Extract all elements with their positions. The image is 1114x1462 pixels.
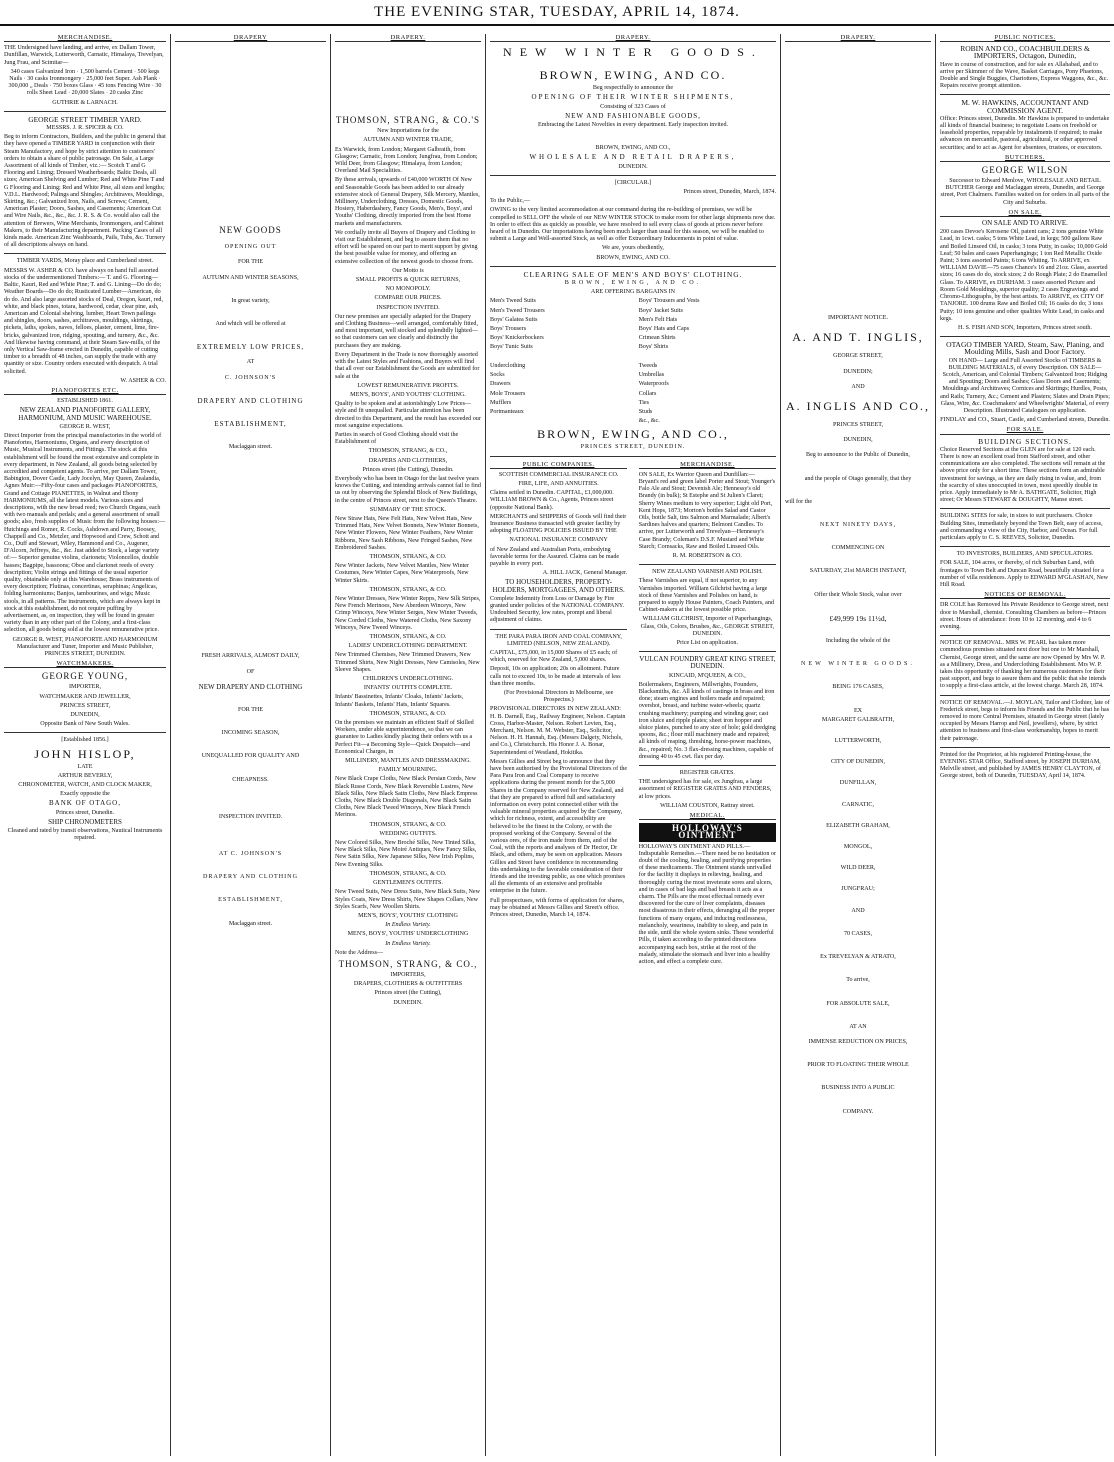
vulcan-title: VULCAN FOUNDRY GREAT KING STREET, DUNEDIN.: [639, 655, 776, 671]
asher-title: TIMBER YARDS, Moray place and Cumberland street.: [16, 258, 154, 265]
divider: [940, 336, 1110, 337]
thomson-p: Every Department in the Trade is now thoroughly assorted with the Latest Styles and Fashions, and Buyers will find that all over our Establishment the Goods are submitted for sale at the: [335, 351, 480, 380]
hislop-established: [Established 1856.]: [61, 737, 109, 744]
section-header-merchandise: MERCHANDISE.: [4, 34, 166, 42]
clearing-list-item: Boys' Tunic Suits: [490, 344, 533, 351]
divider: [490, 456, 776, 457]
thomson-p: Quality to be spoken and at astonishingly Low Prices—style and fit unequalled. Particular attention has been directed to this Department, and the result has exceeded our most sanguine expectations.: [335, 401, 481, 429]
spicer-title: GEORGE STREET TIMBER YARD.: [28, 114, 142, 124]
inglis-line: PRINCES STREET,: [833, 422, 883, 429]
insurance-company: NATIONAL INSURANCE COMPANY: [509, 537, 608, 544]
varnish-title: NEW ZEALAND VARNISH AND POLISH.: [652, 569, 763, 576]
inglis-line: AT AN: [849, 1023, 867, 1030]
johnson-line: FOR THE: [237, 259, 264, 266]
thomson-p: New Winter Dresses, New Winter Repps, New Silk Stripes, New French Merinoes, New Aberdeen Winceys, New Crimp Winceys, New Winter Serges, New Winter Tweeds, New Corded Cloths, New Watered Cloths, New Saxony Winceys, New Tweed Winceys.: [335, 595, 481, 631]
clearing-list-item: Boys' Shirts: [638, 344, 669, 351]
section-header-watchmakers: WATCHMAKERS.: [4, 660, 166, 668]
parapara-title: THE PARA PARA IRON AND COAL COMPANY, LIMITED (NELSON, NEW ZEALAND).: [495, 633, 622, 647]
west-sign: GEORGE R. WEST, PIANOFORTE AND HARMONIUM Manufacturer and Tuner, Importer and Music Publisher, PRINCES STREET, DUNEDIN.: [12, 636, 158, 658]
inglis-line: Offer their Whole Stock, value over: [814, 591, 902, 598]
clearing-lists: [490, 298, 776, 427]
clearing-list-item: Portmanteaux: [490, 408, 524, 415]
johnson-line: FRESH ARRIVALS, ALMOST DAILY,: [201, 653, 300, 660]
hislop-line: BANK OF OTAGO,: [49, 799, 121, 808]
circular-body: OWING to the very limited accommodation at our command during the re-building of premises, we will be compelled to SELL OFF the whole of our NEW WINTER STOCK to make room for other large shipments now due. In order to effect this as quickly as possible, we have resolved to sell every class of goods at prices never before heard of in Dunedin. Our importations having been much larger than usual for this season, we will be enabled to submit a Large and Well-assorted Stock, as well as offer Extraordinary Inducements in point of value.: [490, 207, 776, 243]
brown-ewing-line: BROWN, EWING, AND CO.: [539, 68, 727, 83]
otago-timber-sign: FINDLAY and CO., Stuart, Castle, and Cumberland streets, Dunedin.: [940, 417, 1110, 424]
imprint: Printed for the Proprietor, at his registered Printing-house, the EVENING STAR Office, Stafford street, by JOSEPH DURHAM, Melville street, and published by JAMES HENRY CLAYTON, of George street, both of Dunedin, TUESDAY, April 14, 1874.: [940, 751, 1101, 780]
section-header-public-companies: PUBLIC COMPANIES.: [490, 461, 627, 469]
inglis-line: NEW WINTER GOODS.: [801, 661, 915, 668]
divider: [639, 765, 776, 766]
section-header-on-sale: ON SALE.: [940, 209, 1110, 217]
parapara-text: (For Provisional Directors in Melbourne, see Prospectus.): [503, 690, 614, 704]
circular-label: [CIRCULAR.]: [614, 179, 652, 186]
johnson-line: INSPECTION INVITED.: [218, 813, 283, 820]
hislop-line: Cleaned and rated by transit observations, Nautical Instruments repaired.: [7, 828, 163, 842]
thomson-heading: MILLINERY, MANTLES AND DRESSMAKING.: [345, 758, 471, 765]
investors-title: TO INVESTORS, BUILDERS, AND SPECULATORS.: [956, 551, 1094, 558]
brown-ewing-line: Beg respectfully to announce the: [592, 85, 674, 92]
thomson-p: Ex Warwick, from London; Margaret Galbraith, from Glasgow; Carnatic, from London; Jungfrau, from London; Wild Deer, from Glasgow; Himalaya, from London; Overland Mail Specialities.: [335, 146, 478, 175]
inglis-line: IMMENSE REDUCTION ON PRICES,: [808, 1038, 908, 1045]
inglis-line: AND: [851, 907, 865, 914]
grates-title: REGISTER GRATES.: [679, 770, 735, 777]
holloway-text: HOLLOWAY'S OINTMENT AND PILLS.—Indisputable Remedies.—There need be no hesitation or doubt of the cooling, healing, and purifying properties of these medicaments. The Ointment stands unrivalled for the facility it displays in relieving, healing, and thoroughly curing the most inveterate sores and ulcers, and in cases of bad legs and bad breasts it acts as a charm. The Pills are the most effectual remedy ever discovered for the cure of liver complaints, diseases most disastrous in their effects, deranging all the proper functions of many organs, and inducing restlessness, melancholy, weariness, inability to sleep, and pain in the side, until the whole system sinks. These wonderful Pills, if taken according to the printed directions accompanying each box, strike at the root of the malady, stimulate the stomach and liver into a healthy action, and effect a complete cure.: [638, 843, 776, 965]
clearing-list-item: Boys' Jacket Suits: [638, 307, 683, 314]
divider: [639, 564, 776, 565]
thomson-heading: MEN'S, BOYS', YOUTHS' UNDERCLOTHING: [347, 931, 469, 938]
thomson-sign: THOMSON, STRANG, & CO.: [369, 710, 447, 717]
clearing-list-item: Waterproofs: [638, 381, 669, 388]
lower-split: [490, 461, 776, 969]
johnson-line: UNEQUALLED FOR QUALITY AND: [201, 753, 300, 760]
divider: [940, 546, 1110, 547]
public-companies-col: [490, 461, 627, 969]
inglis-line: and the people of Otago generally, that they: [804, 475, 912, 482]
spicer-sub: MESSRS. J. R. SPICER & CO.: [46, 125, 124, 132]
robin-text: Have in course of construction, and for sale ex Allahabad, and to arrive per Skimmer of the Wave, Basket Carriages, Pony Phaetons, Double and Single Buggies, Chariottees, Express Waggons, &c., &c. Repairs receive prompt attention.: [940, 61, 1108, 90]
hislop-line: ARTHUR BEVERLY,: [57, 772, 113, 779]
thomson-motto: COMPARE OUR PRICES.: [374, 295, 442, 302]
circular-sign: BROWN, EWING, AND CO.: [596, 254, 670, 261]
thomson-sign: THOMSON, STRANG, & CO.: [369, 553, 447, 560]
brown-ewing-line: NEW WINTER GOODS.: [503, 45, 763, 60]
vulcan-text: Boilermakers, Engineers, Millwrights, Founders, Blacksmiths, &c. All kinds of castings in brass and iron done; steam engines and boilers made and repaired; overshot, breast, and turbine water-wheels; quartz crushing machinery; pumping and winding gear; cast iron sluice and ripple plates; sheet iron hopper and sluice plates, punched to any size of hole; gold dredging spoons, &c.; flour mill machinery made and repaired; all kinds of reaping, threshing, horse-power machines, &c., repaired; No. 3 flax-dressing machines, capable of dressing 40 to 45 cwt. flax per day.: [638, 681, 776, 760]
thomson-heading: INFANTS' OUTFITS COMPLETE.: [363, 685, 453, 692]
inglis-ship-name: WILD DEER,: [840, 865, 876, 872]
clearing-list-item: Mole Trousers: [490, 390, 526, 397]
section-header-removal: NOTICES OF REMOVAL.: [940, 591, 1110, 599]
johnson-line: FOR THE: [237, 707, 264, 714]
thomson-p: Everybody who has been in Otago for the last twelve years knows the Cutting, and intending arrivals cannot fail to find us out by observing the Splendid Block of New Buildings, in the centre of Princes street, next to the Queen's Theatre.: [335, 475, 481, 504]
fish-title: ON SALE AND TO ARRIVE.: [982, 219, 1068, 228]
young-line: PRINCES STREET,: [60, 702, 110, 709]
section-header-butchers: BUTCHERS.: [940, 154, 1110, 162]
clearing-list-item: [639, 354, 776, 361]
section-header-drapery: DRAPERY: [175, 34, 326, 42]
guthrie-sign: GUTHRIE & LARNACH.: [52, 99, 118, 106]
inglis-line: Ex TREVELYAN & ATRATO,: [820, 954, 896, 961]
divider: [639, 651, 776, 652]
brown-ewing-line: Embracing the Latest Novelties in every department. Early inspection invited.: [537, 122, 729, 129]
thomson-p: DRAPERS AND CLOTHIERS,: [368, 457, 448, 464]
hislop-line: Exactly opposite the: [60, 791, 110, 798]
inglis-line: will for the: [785, 498, 813, 505]
young-line: WATCHMAKER AND JEWELLER,: [39, 693, 131, 700]
johnson-line: AT C. JOHNSON'S: [218, 851, 283, 858]
thomson-heading: MEN'S, BOYS', YOUTHS' CLOTHING: [358, 912, 458, 919]
clearing-list-item: Men's Tweed Trousers: [490, 307, 545, 314]
inglis-firm: A. AND T. INGLIS,: [792, 330, 924, 345]
inglis-line: NEXT NINETY DAYS,: [819, 522, 897, 529]
divider: [940, 747, 1110, 748]
divider: [940, 508, 1110, 509]
inglis-line: PRIOR TO FLOATING THEIR WHOLE: [807, 1062, 909, 1069]
brown-ewing-line: DUNEDIN.: [618, 163, 648, 170]
parapara-text: CAPITAL, £75,000, in 15,000 Shares of £5 each; of which, reserved for New Zealand, 5,000 shares.: [490, 649, 618, 664]
investors-text: FOR SALE, 104 acres, or thereby, of rich Suburban Land, with frontages to Town Belt and Duncan Road, beautifully situated for a number of villa residences. Apply to EDWARD M'GLASHAN, New Hill Road.: [940, 560, 1108, 588]
divider: [940, 94, 1110, 95]
thomson-p: LOWEST REMUNERATIVE PROFITS.: [357, 382, 459, 389]
thomson-note: Note the Address—: [335, 949, 384, 956]
clearing-sign: BROWN, EWING, AND CO.,: [537, 427, 729, 442]
johnson-line: C. JOHNSON'S: [224, 374, 277, 381]
hislop-line: LATE: [77, 763, 93, 770]
thomson-p: In Endless Variety.: [385, 922, 431, 929]
thomson-p: By these arrivals, upwards of £40,000 WORTH Of New and Seasonable Goods has been added to our already extensive stock of General Drapery, Silk Mercery, Mantles, Millinery, Underclothing, Dresses, Domestic Goods, Hosiery, Haberdashery, Fancy Goods, Men's, Boys', and Youths' Clothing, directly imported from the best Home markets and manufacturers.: [335, 177, 480, 227]
thomson-motto: NO MONOPOLY.: [385, 286, 431, 293]
circular-salutation: To the Public,—: [490, 198, 531, 205]
hislop-name: JOHN HISLOP,: [34, 746, 136, 761]
inglis-line: 70 CASES,: [843, 930, 873, 937]
insurance-text: Complete Indemnity from Loss or Damage by Fire granted under policies of the NATIONAL COMPANY. Undoubted Security, low rates, prompt and liberal adjustment of claims.: [490, 595, 624, 624]
section-header-drapery: DRAPERY.: [490, 34, 776, 42]
johnson-line: EXTREMELY LOW PRICES,: [196, 343, 305, 352]
section-header-drapery: DRAPERY.: [335, 34, 481, 42]
varnish-list: Price List on application.: [676, 639, 738, 646]
thomson-p: New Tweed Suits, New Dress Suits, New Black Suits, New Styles Coats, New Dress Shirts, New Shapes Collars, New Styles Scarfs, New Woollen Shirts.: [335, 889, 481, 910]
clearing-list-item: Crimean Shirts: [638, 335, 676, 342]
inglis-ship-name: JUNGFRAU;: [841, 886, 875, 893]
robertson-ad: ON SALE, Ex Warrior Queen and Dunfillan:— Bryant's red and green label Porter and Stout; Younger's Falo Ale and Stout; Devenish Ale; Hennessy's old Brandy (in bulk); St Estephe and St Julien's Claret; Sherry Wines medium to very superior; Light old Port, Kent Hops, 1873; Morton's bottles Salad and Castor Oils, bottle Salt, tins Salmon and Marmalade; Albert's Sardines halves and quarters; Belmont Candles. To arrive, per Lutterworth and Trevelyan—Hennessy's Case Brandy; Coleman's D.S.F. Mustard and White Starch; Cornsacks, Raw and Boiled Linseed Oils.: [638, 471, 776, 550]
inglis-line: To arrive,: [846, 977, 870, 984]
hislop-line: Princes street, Dunedin.: [55, 809, 115, 816]
parapara-text: Full prospectuses, with forms of application for shares, may be obtained at Messrs Gillies and Street's office. Princes street, Dunedin, March 14, 1874.: [490, 897, 625, 919]
thomson-p: Parties in search of Good Clothing should visit the Establishment of: [335, 431, 459, 446]
clearing-list-item: Socks: [490, 372, 505, 379]
inglis-ship-name: DUNFILLAN,: [839, 780, 877, 787]
inglis-ship-name: LUTTERWORTH,: [834, 738, 882, 745]
clearing-list-item: Men's Felt Hats: [638, 316, 678, 323]
column-merchandise: [0, 34, 170, 1456]
johnson-line: CHEAPNESS.: [232, 776, 269, 783]
clearing-list-item: Mufflers: [490, 399, 512, 406]
johnson-line: INCOMING SEASON,: [221, 730, 280, 737]
brown-ewing-line: Consisting of 323 Cases of: [600, 103, 666, 110]
section-header-drapery: DRAPERY.: [785, 34, 931, 42]
clearing-firm: BROWN, EWING, AND CO.: [564, 280, 702, 287]
section-header-pianofortes: PIANOFORTES ETC.: [4, 387, 166, 395]
parapara-text: Deposit, 10s on application; 20s on allotment. Future calls not to exceed 10s, to be made at intervals of less than three months.: [490, 666, 621, 687]
clearing-list-item: Boys' Galatea Suits: [490, 316, 538, 323]
thomson-p: New Trimmed Chemises, New Trimmed Drawers, New Trimmed Shirts, New Night Dresses, New Camisoles, New Sleeve Shapes.: [335, 652, 480, 673]
inglis-firm: A. INGLIS AND CO.,: [786, 399, 930, 414]
asher-sign: W. ASHER & CO.: [120, 377, 166, 384]
clearing-title: CLEARING SALE OF MEN'S AND BOYS' CLOTHING.: [523, 269, 743, 279]
west-name: GEORGE R. WEST,: [59, 423, 111, 430]
hawkins-text: Office: Princes street, Dunedin. Mr Hawkins is prepared to undertake all kinds of financial business; to negotiate Loans on freehold or leasehold properties, repayable by instalments if required; to make advances on mercantile, pastoral, agricultural, or other approved securities; and to act as Agent for absentees, trustees, or executors.: [940, 115, 1110, 151]
vulcan-firm: KINCAID, M'QUEEN, & CO.,: [668, 672, 746, 679]
thomson-heading: GENTLEMEN'S OUTFITS.: [373, 880, 443, 887]
clearing-list-item: Men's Tweed Suits: [490, 298, 536, 305]
brown-ewing-line: BROWN, EWING, AND CO.,: [595, 145, 671, 152]
thomson-season: AUTUMN AND WINTER TRADE,: [363, 137, 453, 144]
clearing-list-item: Collars: [638, 390, 657, 397]
thomson-p: IMPORTERS,: [390, 971, 426, 978]
johnson-line: And which will be offered at: [215, 321, 286, 328]
fish-sign: H. S. FISH AND SON, Importers, Princes street south.: [958, 324, 1092, 331]
inglis-ship-name: MARGARET GALBRAITH,: [821, 716, 895, 723]
thomson-p: Princes street (the Cutting),: [374, 990, 442, 997]
thomson-title: THOMSON, STRANG, & CO.'S: [335, 115, 481, 126]
thomson-p: In Endless Variety.: [385, 940, 431, 947]
removal-notice: NOTICE OF REMOVAL. MRS W. PEARL has taken more commodious premises situated next door but one to Mr Marshall, Chemist, George street, and the same are now Opened by Mrs W. P. as a Millinery, Dress, and Underclothing Establishment. Mrs W. P. takes this opportunity of thanking her numerous customers for their past support, and begs to assure them and the public that she intends to supply a first-class article, at the lowest charge. March 28, 1874.: [940, 640, 1107, 690]
clearing-list-b: [639, 298, 776, 427]
varnish-sign: WILLIAM GILCHRIST, Importer of Paperhangings, Glass, Oils, Colors, Brushes, &c., GEORGE STREET, DUNEDIN.: [640, 616, 775, 637]
west-body: Direct Importer from the principal manufactories in the world of Pianofortes, Harmoniums, Organs, and every description of Music, Musical Instruments, and Fittings. The stock at this establishment will be found the most extensive and complete in every department, in New Zealand, all goods being selected by accredited and competent agents. To arrive, per Dallam Tower, Babington, Dover Castle, Lady Jocelyn, May Queen, Zealandia, Agnes Muir:—Fifty-four cases and packages PIANOFORTES, Grand and Cottage PIANETTES, in Walnut and Ebony HARMONIUMS, all the latest models. Various sizes and descriptions, with the new broad reed; two Church Organs, each with two manuals and pedals; and a general assortment of small goods; also, fresh supplies of Music from the following houses:—Hutchings and Romer, R. Cocks, Ashdown and Parry, Boosey, Chappell and Co., Metzler, and Hopwood and Crew, Schott and Co., Duff and Stewart, Wiley, Hammond and Co., Augener, D'Alcorn, Jeffreys, &c., &c. Just added to Stock, a large variety of:— Superior genuine violins, clarionets; Violoncellos, double basses; Bagpipe, bassoons; Oboe and clarionet reeds of every description; Violin strings and fittings of the usual superior quality, obtainable only at this Warehouse; Brass instruments of every description; Flutinas, concertinas, seraphinas; Angelicas, folding harmoniums; Banjos, tambourines, and wigs; Music stools, in all patterns. The instruments, which are always kept in stock at this establishment, do not require puffing by advertisement, as, on inspection, they will be found in greater variety than in any other part of the Colony, and a first-class selection, all goods being sold at the lowest remunerative price.: [4, 432, 166, 634]
inglis-line: IMPORTANT NOTICE.: [828, 315, 888, 322]
grates-text: THE undersigned has for sale, ex Jungfrau, a large assortment of REGISTER GRATES AND FENDERS, at low prices.: [638, 779, 772, 800]
removal-notice: NOTICE OF REMOVAL.—J. MOYLAN, Tailor and Clothier, late of Frederick street, begs to inform his Friends and the Public that he has removed to more Central Premises, situated in George street (lately occupied by Messrs Harrop and Neil, jewellers), where, by strict attention to business and first-class workmanship, hopes to merit their patronage.: [940, 699, 1110, 742]
inglis-ship-name: CARNATIC,: [842, 801, 874, 808]
grates-sign: WILLIAM COUSTON, Rattray street.: [660, 802, 755, 809]
clearing-list-item: Umbrellas: [638, 372, 665, 379]
thomson-p: New Colored Silks, New Broché Silks, New Tinted Silks, New Black Silks, New Moiré Antiques, New Fancy Silks, New Satin Silks, New Japanese Silks, New Irish Poplins, New Evening Silks.: [335, 840, 477, 868]
clearing-list-item: Tweeds: [638, 362, 658, 369]
clearing-sub: ARE OFFERING BARGAINS IN: [590, 289, 676, 296]
sections-text: Choice Reserved Sections at the GLEN are for sale at 120 each. There is now an excellent road from Stafford street, and other communications are also completed. The sections will remain at the above price only for a short time. These sections form an admirable investment for savings, as they are daily rising in value, and, from the scarcity of sites unoccupied in town, most speedily double in price. Apply immediately to Mr A. BATHGATE, Solicitor, High street; Or Messrs STEWART & DOUGHTY, Manse street.: [940, 446, 1106, 504]
insurance-sign: A. HILL JACK, General Manager.: [542, 570, 628, 577]
divider: [4, 111, 166, 112]
divider: [4, 732, 166, 733]
brown-ewing-line: WHOLESALE AND RETAIL DRAPERS,: [529, 153, 737, 162]
column-drapery-brown-ewing: [485, 34, 780, 1456]
thomson-p: On the premises we maintain an efficient Staff of Skilled Workers, under able superintendence, so that we can guarantee to Ladies kindly placing their orders with us a Perfect Fit—a Becoming Style—Quick Despatch—and Economical Charges, in: [335, 720, 474, 755]
inglis-ship-name: CITY OF DUNEDIN,: [830, 759, 886, 766]
thomson-heading: MEN'S, BOYS', AND YOUTHS' CLOTHING.: [350, 391, 466, 398]
clearing-list-item: Boys' Knickerbockers: [490, 335, 544, 342]
insurance-text: MERCHANTS and SHIPPERS of Goods will find their Insurance Business transacted with greater facility by adopting FLOATING POLICIES ISSUED BY THE: [490, 513, 627, 535]
thomson-p: Our new premises are specially adapted for the Drapery and Clothing Business—well arranged, comfortably fitted, and most important, well stocked and splendidly lighted—so that customers can see clearly and distinctly the purchases they are making.: [335, 313, 479, 349]
thomson-heading: SUMMARY OF THE STOCK.: [369, 506, 447, 513]
masthead: THE EVENING STAR, TUESDAY, APRIL 14, 1874.: [0, 0, 1114, 26]
thomson-p: DRAPERS, CLOTHIERS & OUTFITTERS: [353, 981, 463, 988]
thomson-p: Infants' Bassinettes, Infants' Cloaks, Infants' Jackets, Infants' Baskets, Infants' Hats, Infants' Squares.: [335, 694, 464, 708]
johnson-line: OPENING OUT: [224, 244, 277, 251]
west-established: ESTABLISHED 1861.: [57, 398, 113, 405]
wilson-title: GEORGE WILSON: [981, 165, 1069, 176]
robin-title: ROBIN AND CO., COACHBUILDERS & IMPORTERS, Octagon, Dunedin,: [960, 44, 1090, 61]
johnson-line: DRAPERY AND CLOTHING: [197, 396, 304, 405]
brown-ewing-line: OPENING OF THEIR WINTER SHIPMENTS,: [531, 93, 735, 102]
insurance-title: SCOTTISH COMMERCIAL INSURANCE CO.: [498, 471, 619, 478]
householders-title: TO HOUSEHOLDERS, PROPERTY-HOLDERS, MORTGAGEES, AND OTHERS.: [492, 578, 625, 594]
thomson-p: New Black Crape Cloths, New Black Persian Cords, New Black Russe Cords, New Black Reversible Lustres, New Black Silks, New Black Satin Cloths, New Black Empress Cloths, New Black Double Diagonals, New Black Satin Cloths, New Black Tweed Winceys, New Black French Merinos.: [335, 776, 478, 819]
divider: [940, 695, 1110, 696]
column-drapery-thomson: [330, 34, 485, 1456]
clearing-list-a: [490, 298, 627, 427]
thomson-sign: THOMSON, STRANG, & CO.: [369, 634, 447, 640]
section-header-merchandise: MERCHANDISE.: [639, 461, 776, 469]
insurance-text: Claims settled in Dunedin. CAPITAL, £1,000,000. WILLIAM BROWN & Co., Agents, Princes street (opposite National Bank).: [490, 490, 614, 511]
otago-timber-title: OTAGO TIMBER YARD, Steam, Saw, Planing, and Moulding Mills, Sash and Door Factory.: [946, 340, 1104, 357]
inglis-line: BUSINESS INTO A PUBLIC: [821, 1085, 895, 1092]
divider: [490, 266, 776, 267]
sites-text: BUILDING SITES for sale, in sizes to suit purchasers. Choice Building Sites, immediately beyond the Town Belt, easy of access, and commanding a view of the City, Harbor, and Ocean. For full particulars apply to C. S. REEVES, Solicitor, Dunedin.: [940, 513, 1103, 541]
thomson-p: We cordially invite all Buyers of Drapery and Clothing to visit our Establishment, and beg to assure them that no effort will be spared on our part to merit support by giving the best possible value for money, and offering an extensive collection of the newest goods to choose from.: [335, 229, 478, 265]
johnson-line: AUTUMN AND WINTER SEASONS,: [202, 274, 299, 281]
insurance-sub: FIRE, LIFE, AND ANNUITIES.: [518, 480, 599, 487]
sections-title: BUILDING SECTIONS.: [978, 436, 1072, 446]
thomson-sub: New Importations for the: [377, 128, 439, 135]
johnson-line: In great variety,: [231, 297, 270, 304]
inglis-line: Including the whole of the: [825, 638, 891, 645]
clearing-list-item: [490, 354, 627, 361]
hawkins-title: M. W. HAWKINS, ACCOUNTANT AND COMMISSION AGENT.: [961, 98, 1089, 115]
inglis-line: COMPANY.: [842, 1108, 874, 1115]
clearing-list-item: Boys' Trousers: [490, 326, 527, 333]
wilson-text: Successor to Edward Menlove, WHOLESALE AND RETAIL BUTCHER George and Maclaggan streets, Dunedin, and George street, Port Chalmers. Families waited on for orders in all parts of the City and Suburbs.: [940, 178, 1110, 206]
section-header-for-sale: FOR SALE.: [940, 426, 1110, 434]
thomson-p: DUNEDIN.: [393, 999, 423, 1006]
clearing-list-item: Boys' Hats and Caps: [638, 326, 690, 333]
circular-date: Princes street, Dunedin, March, 1874.: [683, 189, 776, 196]
thomson-sign: THOMSON, STRANG, & CO.: [369, 870, 447, 877]
hislop-line: CHRONOMETER, WATCH, AND CLOCK MAKER,: [18, 782, 152, 789]
west-title: NEW ZEALAND PIANOFORTE GALLERY, HARMONIUM, AND MUSIC WAREHOUSE.: [18, 406, 152, 422]
johnson-line: Maclaggan street.: [228, 920, 273, 927]
young-name: GEORGE YOUNG,: [41, 671, 129, 682]
circular-close: We are, yours obediently,: [602, 245, 664, 252]
column-public-notices: [935, 34, 1114, 1456]
inglis-line: DUNEDIN,: [843, 437, 873, 444]
johnson-line: NEW GOODS: [219, 225, 282, 236]
inglis-line: FOR ABSOLUTE SALE,: [826, 1000, 890, 1007]
clearing-list-item: Boys' Trousers and Vests: [638, 298, 700, 305]
johnson-line: Maclaggan street.: [228, 444, 273, 451]
inglis-ship-name: MONGOL,: [843, 844, 873, 851]
young-line: IMPORTER,: [69, 684, 101, 691]
johnson-line: ESTABLISHMENT,: [218, 897, 283, 904]
clearing-address: PRINCES STREET, DUNEDIN.: [580, 444, 686, 451]
johnson-line: ESTABLISHMENT,: [214, 420, 287, 429]
divider: [940, 635, 1110, 636]
asher-body: MESSRS W. ASHER & CO. have always on hand full assorted stocks of the undermentioned Timbers:— T. and G. Flooring—Baltic, Kauri, Red and White Pine; T. and G. Lining—Do do do; Weather Boards—Do do do; Rusticated Lumber—American, do do do. And also large assorted stocks of Deal, Oregon, kauri, red, white, and black pines, totara, hardwood, cedar, clear pine, ash, American and Colonial shelving, lumber, Heart Town pailings and shingles, doors, sashes, architraves, mouldings, skirtings, pickets, laths, spokes, naves, felloes, plaster, cement, lime, fire-bricks, galvanized iron, ridging, spouting, and turnery, &c., &c. And likewise having command, at their Steam Saw-mills, of the only Vertical Saw-frame erected in Dunedin, capable of cutting timber to a breadth of 48 inches, can supply the trade with any quantity or size. Country orders executed with despatch. A trial solicited.: [4, 267, 163, 375]
fish-text: 200 cases Devoe's Kerosene Oil, patent cans; 2 tons genuine White Lead, in 1cwt. casks; 5 tons White Lead, in kegs; 500 gallons Raw and Boiled Linseed Oil, in casks; 3 tons Putty, in casks; 10,000 Gold Leaf; 50 bales and cases Paperhangings; 1 ton Red Metallic Oxide Paint; 3 tons assorted Paints; 6 tons Whiting. To ARRIVE, ex WILLIAM DAVIE—75 cases Chance's 16 and 21oz. Glass, assorted sizes; 16 cases do do, stock sizes; 2 do Rough Plate; 2 do Enamelled Glass. To ARRIVE, ex DURHAM. 3 cases assorted Picture and Room Gold Mouldings, superior quality; 2 cases Engravings and Chromo-Lithographs, by the best artists. To ARRIVE, ex CITY OF TANJORE. 100 drums Raw and Boiled Oil; 16 casks do do; 3 tons Putty; 10 tons genuine and other qualities White Lead, in casks and kegs.: [940, 229, 1108, 322]
parapara-text: PROVISIONAL DIRECTORS IN NEW ZEALAND: H. B. Darnell, Esq., Railway Engineer, Nelson. Captain Cross, Harbor-Master, Nelson. Robert Levien, Esq., Merchant, Nelson. M. M. Webster, Esq., Solicitor, Nelson. H. H. Hannah, Esq. (Messrs Dalgety, Nichols, and Co.), Christchurch. His Honor J. A. Bonar, Superintendent of Westland, Hokitika.: [490, 706, 626, 756]
thomson-p: New Straw Hats, New Felt Hats, New Velvet Hats, New Trimmed Hats, New Velvet Bonnets, New Winter Bonnets, New Winter Flowers, New Winter Feathers, New Winter Ribbons, New Sash Ribbons, New Fringed Sashes, New Embroidered Sashes.: [335, 515, 479, 551]
johnson-line: OF: [246, 668, 255, 675]
column-drapery-inglis: [780, 34, 935, 1456]
hislop-line: SHIP CHRONOMETERS: [48, 817, 122, 826]
section-header-medical: MEDICAL.: [639, 812, 776, 820]
johnson-line: AT: [246, 359, 255, 366]
section-header-public-notices: PUBLIC NOTICES.: [940, 34, 1110, 42]
thomson-motto: Our Motto is: [392, 267, 424, 274]
inglis-ship-list: [785, 717, 931, 894]
merchandise-col: [639, 461, 776, 969]
inglis-line: GEORGE STREET,: [833, 353, 883, 360]
inglis-line: EX: [853, 707, 863, 714]
thomson-sign: THOMSON, STRANG, & CO.: [369, 821, 447, 828]
divider: [490, 175, 776, 176]
inglis-line: COMMENCING ON: [831, 545, 885, 552]
robertson-sign: R. M. ROBERTSON & CO.: [672, 552, 742, 559]
inglis-line: Beg to announce to the Public of Dunedin,: [806, 452, 910, 459]
guthrie-items: 340 cases Galvanized Iron · 1,500 barrels Cement · 500 kegs Nails · 30 casks Ironmongery · 25,000 feet Super. Ash Plank · 300,000 „ Deals · 750 boxes Glass · 45 tons Fencing Wire · 30 rolls Sheet Lead · 20,000 Slates · 20 casks Zinc: [8, 68, 162, 97]
clearing-list-item: Ties: [638, 399, 650, 406]
thomson-heading: WEDDING OUTFITS.: [379, 830, 437, 837]
young-line: Opposite Bank of New South Wales.: [40, 721, 130, 728]
thomson-p: New Winter Jackets, New Velvet Mantles, New Winter Costumes, New Winter Capes, New Waterproofs, New Winter Skirts.: [335, 563, 470, 584]
divider: [490, 629, 627, 630]
thomson-heading: FAMILY MOURNING.: [378, 767, 438, 774]
inglis-line: BEING 176 CASES,: [832, 684, 884, 691]
johnson-line: NEW DRAPERY AND CLOTHING: [198, 682, 303, 691]
holloway-logo: HOLLOWAY'S OINTMENT: [639, 823, 776, 841]
guthrie-ad: THE Undersigned have landing, and arrive, ex Dallam Tower, Dunfillan, Warwick, Lutterworth, Carnatic, Himalaya, Trevelyan, Jung Frau, and Scimitar—: [4, 45, 164, 66]
removal-notice: DR COLE has Removed his Private Residence to George street, next door to Marshall, chemist. Consulting Chambers as before—Princes street. Hours of attendance: from 10 to 12 morning, and 4 to 6 evening.: [940, 602, 1109, 631]
thomson-heading: CHILDREN'S UNDERCLOTHING.: [362, 676, 454, 683]
thomson-motto: INSPECTION INVITED.: [376, 304, 440, 311]
spicer-body: Beg to inform Contractors, Builders, and the public in general that they have opened a TIMBER YARD in conjunction with their Steam Manufactory, and hope by strict attention to customers' orders to obtain a share of public patronage. On Sale, a Large Assortment of all kinds of Timber, viz.:— Scotch T and G Flooring and Lining; Dressed Weatherboards; Baltic Deals, all sizes; American Shelving and Lumber; Red and White Pine T and G Flooring and Lining; Red and White Pine, all sizes and lengths; V.D.L. Hardwood; Palings and Shingles; Architraves, Mouldings, Skirting, &c.; Galvanized Iron, Nails, and Screws; Cement, American Plaster; Doors, Sashes, and Casements; American Cut and Wire Nails, &c., &c., &c. J. R. S. & Co. would also call the attention of Brewers, Wine Merchants, Ironmongers, and Cabinet Makers, to their Manufacturing department. Packing Cases of all kinds made. American Zinc Washboards, Pails, Tubs, &c. Turnery of all descriptions always on hand.: [4, 134, 166, 249]
otago-timber-text: ON HAND— Large and Full Assorted Stocks of TIMBERS & BUILDING MATERIALS, of every Description. ON SALE— Scotch, American, and Colonial Timbers; Galvanized Iron; Ridging and Spouting; Doors and Sashes; Glass Doors and Casements; Mouldings and Architraves; Cornices and Skirtings; Hurdles, Posts, and Rails; Turnery, &c.; Cement and Plasters; Slates and Drain Pipes; Glass, Wire, &c. Coachmakers' and Wheelwrights' Material, of every Description. Illustrated Catalogues on application.: [940, 357, 1110, 414]
parapara-text: Messrs Gillies and Street beg to announce that they have been authorised by the Provisional Directors of the Para Para Iron and Coal Company to receive applications during the present month for the 5,000 Shares in the Company reserved for New Zealand, and that they are prepared to afford full and satisfactory information on every point connected either with the valuable mineral properties acquired by the Company, which for richness, extent, and accessibility are believed to be the finest in the Colony, or with the proposed working of the Company. Several of the various ores, of the iron made from them, and of the Coal, with the reports and analyses of Dr Hector, Dr Black, and others, may be seen on application. Messrs Gillies and Street have confidence in recommending this undertaking to the favorable consideration of their friends and the investing public, as one which promises all the elements of an extensive and profitable enterprise in the future.: [490, 758, 628, 895]
thomson-name: THOMSON, STRANG, & CO.,: [368, 448, 448, 455]
insurance-text: of New Zealand and Australian Ports, embodying favorable terms for the Assured. Claims can be made payable in every port.: [490, 546, 620, 567]
inglis-line: £49,999 19s 11½d,: [829, 613, 887, 623]
divider: [4, 253, 166, 254]
clearing-list-item: &c., &c.: [638, 418, 660, 425]
inglis-line: DUNEDIN;: [843, 368, 873, 375]
inglis-ship-name: ELIZABETH GRAHAM,: [826, 822, 890, 829]
thomson-name: THOMSON, STRANG, & CO.,: [338, 958, 478, 969]
inglis-line: SATURDAY, 21st MARCH INSTANT,: [809, 568, 907, 575]
young-line: DUNEDIN,: [70, 712, 100, 719]
thomson-sign: THOMSON, STRANG, & CO.: [369, 586, 447, 593]
thomson-p: Princes street (the Cutting), Dunedin.: [362, 466, 454, 473]
thomson-heading: LADIES' UNDERCLOTHING DEPARTMENT.: [348, 643, 468, 650]
varnish-text: These Varnishes are equal, if not superior, to any Varnishes imported. William Gilchrist having a large stock of these Varnishes and Polishes on hand, is prepared to supply House Painters, Coach Painters, and Cabinet-makers at the lowest possible price.: [638, 578, 774, 614]
column-drapery-johnson: [170, 34, 330, 1456]
inglis-line: AND: [851, 383, 865, 390]
johnson-line: DRAPERY AND CLOTHING: [203, 874, 298, 881]
clearing-list-item: Drawers: [490, 381, 511, 388]
brown-ewing-line: NEW AND FASHIONABLE GOODS,: [565, 111, 701, 120]
clearing-list-item: Underclothing: [490, 362, 526, 369]
clearing-list-item: Studs: [638, 408, 653, 415]
thomson-motto: SMALL PROFITS & QUICK RETURNS,: [355, 277, 461, 284]
